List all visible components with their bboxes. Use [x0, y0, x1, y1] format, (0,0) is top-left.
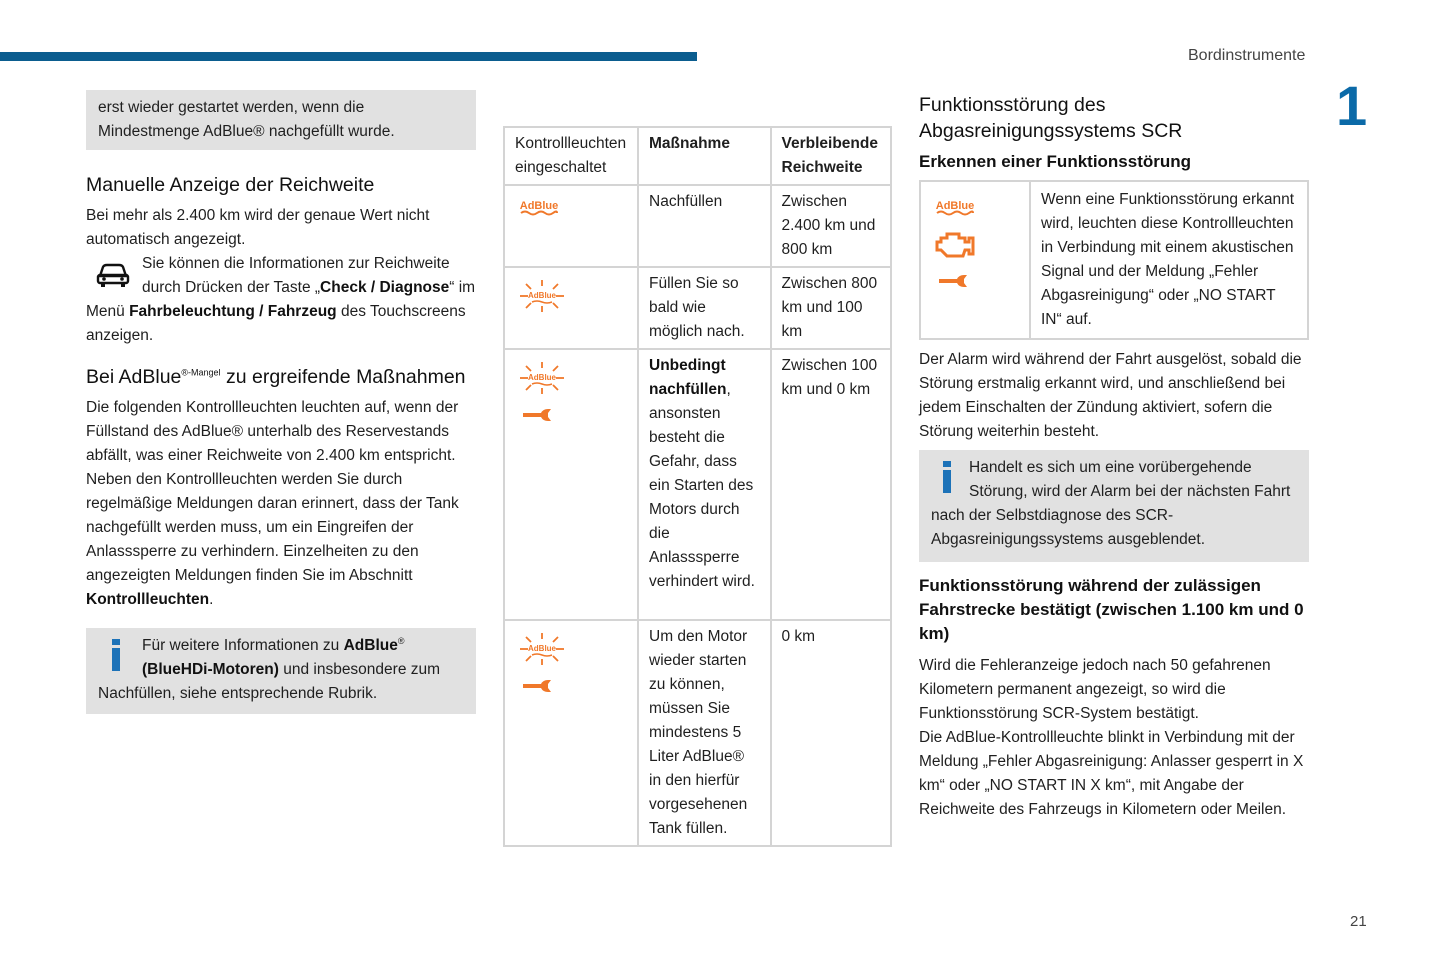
measures-text: Die folgenden Kontrollleuchten leuchten auf, wenn der Füllstand des AdBlue® unterhalb des Reservestands abfällt, was einer Reichweite von 2.400 km entspricht. Neben den Kontrollleuchten werden Sie durch regelmäßige Meldungen daran erinnert, dass der Tank nachgefüllt werden muss, um ein Eingreifen der Anlasssperre zu verhindern. Einzelheiten zu den angezeigten Meldungen finden Sie im Abschnitt Kontrollleuchten.	[86, 399, 459, 608]
svg-text:AdBlue: AdBlue	[528, 644, 556, 653]
adblue-flashing-icon	[517, 631, 567, 667]
header-action: Maßnahme	[638, 127, 771, 185]
table-header-row	[504, 127, 891, 185]
action-cell: Füllen Sie so bald wie möglich nach.	[638, 267, 771, 349]
info-note-text: Für weitere Informationen zu AdBlue® (BlueHDi-Motoren) und insbesondere zum Nachfüllen, siehe entsprechende Rubrik.	[98, 635, 441, 702]
right-column	[919, 92, 1309, 822]
range-cell: 0 km	[771, 620, 892, 846]
table-row	[504, 185, 891, 267]
action-cell: Unbedingt nachfüllen, ansonsten besteht die Gefahr, dass ein Starten des Motors durch die Anlasssperre verhindert wird.	[638, 349, 771, 620]
scr-description-cell: Wenn eine Funktionsstörung erkannt wird, leuchten diese Kontrollleuchten in Verbindung mit einem akustischen Signal und der Meldung „Fehler Abgasreinigung“ oder „NO START IN“ auf.	[1030, 181, 1308, 339]
wrench-icon	[933, 272, 973, 292]
page-number: 21	[1350, 913, 1367, 930]
svg-text:AdBlue: AdBlue	[528, 291, 556, 300]
table-row	[504, 349, 891, 620]
heading-confirmed-malfunction: Funktionsstörung während der zulässigen Fahrstrecke bestätigt (zwischen 1.100 km und 0 km)	[919, 576, 1304, 643]
adblue-icon	[933, 196, 977, 218]
chapter-number: 1	[1336, 74, 1368, 137]
info-icon	[108, 638, 124, 672]
info-icon	[939, 460, 955, 494]
range-cell: Zwischen 100 km und 0 km	[771, 349, 892, 620]
continuation-box	[86, 90, 476, 150]
adblue-flashing-icon	[517, 360, 567, 396]
confirmed-text-2: Die AdBlue-Kontrollleuchte blinkt in Verbindung mit der Meldung „Fehler Abgasreinigung: Anlasser gesperrt in X km“ oder „NO START IN X km“, mit Angabe der Reichweite des Fahrzeugs in Kilometern oder Meilen.	[919, 729, 1304, 818]
range-cell: Zwischen 2.400 km und 800 km	[771, 185, 892, 267]
heading-manual-range: Manuelle Anzeige der Reichweite	[86, 174, 375, 196]
scr-warning-table	[919, 180, 1309, 340]
continuation-text: erst wieder gestartet werden, wenn die Mindestmenge AdBlue® nachgefüllt wurde.	[98, 99, 395, 140]
adblue-flashing-icon	[517, 278, 567, 314]
header-range: Verbleibende Reichweite	[771, 127, 892, 185]
info-note-scr	[919, 450, 1309, 562]
scr-lights-cell	[920, 181, 1030, 339]
wrench-icon	[517, 406, 557, 426]
heading-detect-malfunction: Erkennen einer Funktionsstörung	[919, 152, 1192, 171]
table-row	[504, 620, 891, 846]
action-cell: Nachfüllen	[638, 185, 771, 267]
action-cell: Um den Motor wieder starten zu können, müssen Sie mindestens 5 Liter AdBlue® in den hierfür vorgesehenen Tank füllen.	[638, 620, 771, 846]
wrench-icon	[517, 677, 557, 697]
section-title: Bordinstrumente	[1188, 47, 1306, 64]
car-icon	[92, 254, 132, 290]
table-row	[504, 267, 891, 349]
lights-cell	[504, 185, 638, 267]
adblue-icon	[517, 196, 561, 218]
left-column	[86, 90, 476, 714]
header-lights: Kontrollleuchten eingeschaltet	[504, 127, 638, 185]
scr-note-text: Handelt es sich um eine vorübergehende Störung, wird der Alarm bei der nächsten Fahrt nach der Selbstdiagnose des SCR-Abgasreinigungssystems ausgeblendet.	[931, 459, 1291, 548]
lights-cell	[504, 620, 638, 846]
lights-cell	[504, 349, 638, 620]
manual-range-text: Bei mehr als 2.400 km wird der genaue Wert nicht automatisch angezeigt.	[86, 207, 430, 248]
lights-cell	[504, 267, 638, 349]
engine-check-icon	[933, 228, 977, 262]
range-cell: Zwischen 800 km und 100 km	[771, 267, 892, 349]
adblue-warning-table	[503, 126, 892, 847]
heading-scr-malfunction: Funktionsstörung des Abgasreinigungssystems SCR	[919, 94, 1183, 142]
svg-text:AdBlue: AdBlue	[519, 200, 559, 212]
heading-adblue-measures: Bei AdBlue$^{®-Mangel}$ zu ergreifende Maßnahmen	[86, 366, 466, 388]
table-row	[920, 181, 1308, 339]
info-note-adblue	[86, 628, 476, 714]
svg-text:AdBlue: AdBlue	[935, 200, 975, 212]
range-info-text: Sie können die Informationen zur Reichweite durch Drücken der Taste „Check / Diagnose“ im Menü Fahrbeleuchtung / Fahrzeug des Touchscreens anzeigen.	[86, 255, 476, 344]
header-accent-bar	[0, 52, 697, 61]
alarm-text: Der Alarm wird während der Fahrt ausgelöst, sobald die Störung erstmalig erkannt wird, und anschließend bei jedem Einschalten der Zündung aktiviert, sofern die Störung weiterhin besteht.	[919, 351, 1302, 440]
confirmed-text-1: Wird die Fehleranzeige jedoch nach 50 gefahrenen Kilometern permanent angezeigt, so wird die Funktionsstörung SCR-System bestätigt.	[919, 657, 1271, 722]
svg-text:AdBlue: AdBlue	[528, 373, 556, 382]
